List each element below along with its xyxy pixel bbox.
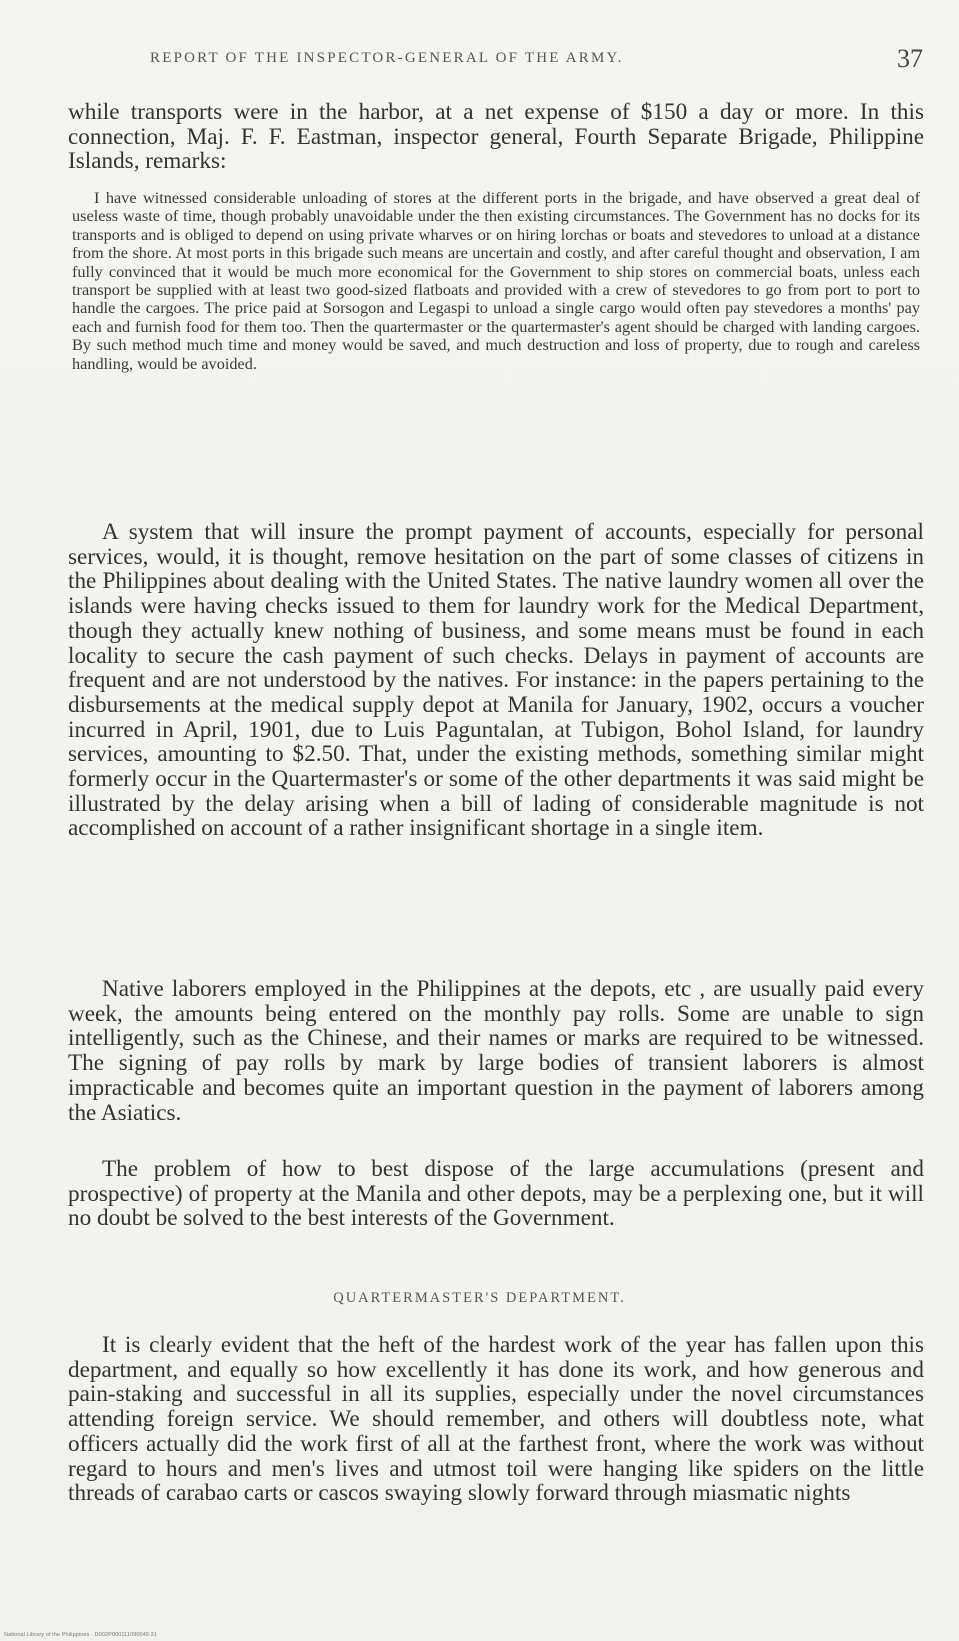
paragraph-text: It is clearly evident that the heft of the hardest work of the year has fallen upon this department, and equally so how excellently it has done its work, and how generous and pain-staking and successful in all its supplies, especially under the novel circumstances attending foreign service. We should remember, and others will doubtless note, what officers actually did the work first of all at the farthest front, where the work was without regard to hours and men's lives and utmost toil were hanging like spiders on the little threads of carabao carts or cascos swaying slowly forward through miasmatic nights	[68, 1332, 924, 1507]
intro-text: while transports were in the harbor, at a net expense of $150 a day or more. In this connection, Maj. F. F. Eastman, inspector general, Fourth Separate Brigade, Philippine Islands, remarks:	[68, 99, 924, 174]
paragraph-payment-of-accounts	[68, 520, 924, 841]
page-number: 37	[897, 44, 923, 73]
quote-text: I have witnessed considerable unloading of stores at the different ports in the brigade, and have observed a great deal of useless waste of time, though probably unavoidable under the then existing circumstances. The Government has no docks for its transports and is obliged to depend on using private wharves or on hiring lorchas or boats and stevedores to unload at a distance from the shore. At most ports in this brigade such means are uncertain and costly, and after careful thought and observation, I am fully convinced that it would be much more economical for the Government to ship stores on commercial boats, unless each transport be supplied with at least two good-sized flatboats and provided with a crew of stevedores to go from port to port to handle the cargoes. The price paid at Sorsogon and Legaspi to unload a single cargo would often pay stevedores a months' pay each and furnish food for them too. Then the quartermaster or the quartermaster's agent should be charged with landing cargoes. By such method much time and money would be saved, and much destruction and loss of property, due to rough and careless handling, would be avoided.	[72, 188, 920, 373]
paragraph-property-disposal	[68, 1157, 924, 1231]
running-head: REPORT OF THE INSPECTOR-GENERAL OF THE ARMY.	[150, 50, 624, 66]
intro-paragraph	[68, 100, 924, 174]
paragraph-text: Native laborers employed in the Philippines at the depots, etc , are usually paid every week, the amounts being entered on the monthly pay rolls. Some are unable to sign intelligently, such as the Chinese, and their names or marks are required to be witnessed. The signing of pay rolls by mark by large bodies of transient laborers is almost impracticable and becomes quite an important question in the payment of laborers among the Asiatics.	[68, 976, 924, 1126]
scan-footer-note: National Library of the Philippines · D002P000111090045 31	[4, 1632, 157, 1638]
paragraph-text: A system that will insure the prompt payment of accounts, especially for personal services, would, it is thought, remove hesitation on the part of some classes of citizens in the Philippines about dealing with the United States. The native laundry women all over the islands were having checks issued to them for laundry work for the Medical Department, though they actually knew nothing of business, and some means must be found in each locality to secure the cash payment of such checks. Delays in payment of accounts are frequent and are not understood by the natives. For instance: in the papers pertaining to the disbursements at the medical supply depot at Manila for January, 1902, occurs a voucher incurred in April, 1901, due to Luis Paguntalan, at Tubigon, Bohol Island, for laundry services, amounting to $2.50. That, under the existing methods, something similar might formerly occur in the Quartermaster's or some of the other departments it was said might be illustrated by the delay arising when a bill of lading of considerable magnitude is not accomplished on account of a rather insignificant shortage in a single item.	[68, 519, 924, 842]
section-heading: QUARTERMASTER'S DEPARTMENT.	[333, 1290, 626, 1306]
paragraph-native-laborers	[68, 977, 924, 1125]
paragraph-quartermaster-work	[68, 1333, 924, 1506]
block-quote	[72, 189, 920, 373]
paragraph-text: The problem of how to best dispose of the large accumulations (present and prospective) of property at the Manila and other depots, may be a perplexing one, but it will no doubt be solved to the best interests of the Government.	[68, 1156, 924, 1232]
